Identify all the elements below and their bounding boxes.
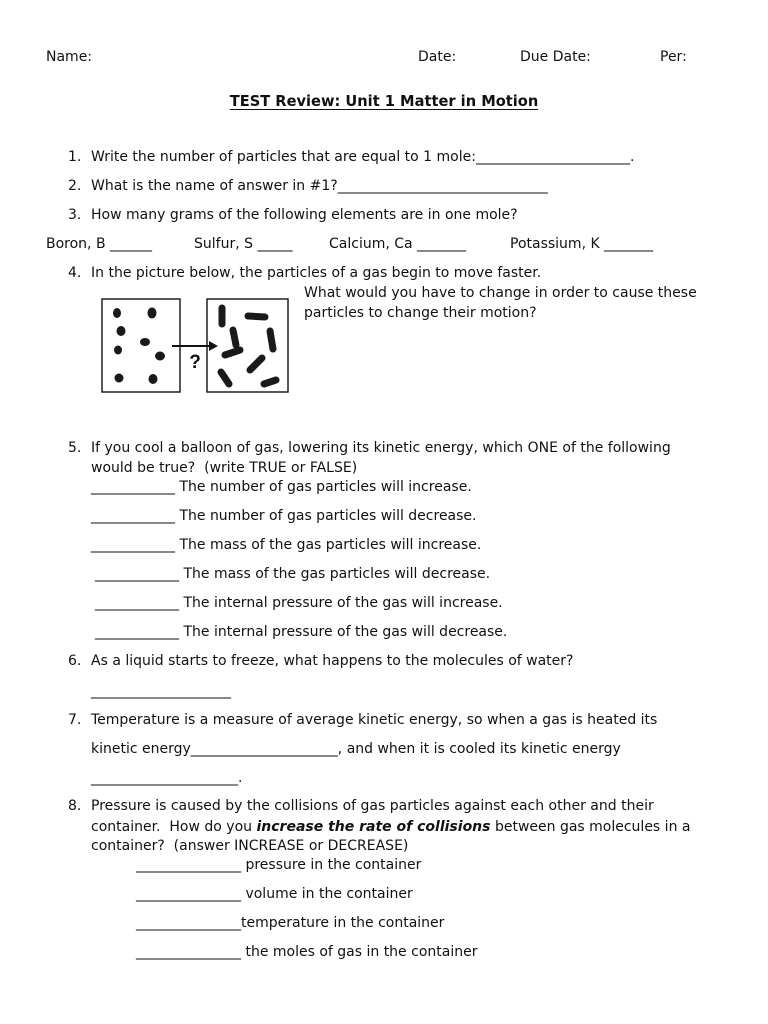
q1-text: Write the number of particles that are equal to 1 mole:______________________.	[91, 149, 635, 165]
q3-element-calcium: Calcium, Ca _______	[329, 236, 467, 252]
name-label: Name:	[46, 49, 93, 65]
q3-number: 3.	[68, 207, 82, 223]
q7-text-line2: kinetic energy_____________________, and when it is cooled its kinetic energy	[91, 741, 621, 757]
q5-option: ____________ The number of gas particles will increase.	[91, 479, 472, 495]
q8-number: 8.	[68, 798, 82, 814]
q5-option: ____________ The mass of the gas particles will increase.	[91, 537, 482, 553]
q8-text-line2-end: between gas molecules in a	[490, 819, 691, 835]
q3-element-sulfur: Sulfur, S _____	[194, 236, 293, 252]
q5-text-line2: would be true? (write TRUE or FALSE)	[91, 460, 358, 476]
q6-text: As a liquid starts to freeze, what happens to the molecules of water?	[91, 653, 574, 669]
q4-number: 4.	[68, 265, 82, 281]
q7-text-line3: _____________________.	[91, 770, 243, 786]
q1-number: 1.	[68, 149, 82, 165]
q5-option: ____________ The mass of the gas particles will decrease.	[95, 566, 491, 582]
q7-text-line1: Temperature is a measure of average kinetic energy, so when a gas is heated its	[91, 712, 658, 728]
q4-side-text-line1: What would you have to change in order to cause these	[304, 285, 697, 301]
q5-text-line1: If you cool a balloon of gas, lowering its kinetic energy, which ONE of the following	[91, 440, 671, 456]
q8-text-line2-start: container. How do you	[91, 819, 257, 835]
q8-text-line1: Pressure is caused by the collisions of gas particles against each other and their	[91, 798, 654, 814]
q8-option: _______________ volume in the container	[136, 886, 413, 902]
q8-text-line2	[91, 818, 690, 836]
q4-text: In the picture below, the particles of a gas begin to move faster.	[91, 265, 542, 281]
fast-particles	[221, 308, 276, 384]
q8-option: _______________temperature in the container	[136, 915, 445, 931]
q7-number: 7.	[68, 712, 82, 728]
q5-number: 5.	[68, 440, 82, 456]
q3-element-potassium: Potassium, K _______	[510, 236, 654, 252]
q2-number: 2.	[68, 178, 82, 194]
period-label: Per:	[660, 49, 687, 65]
q3-element-boron: Boron, B ______	[46, 236, 153, 252]
q2-text: What is the name of answer in #1?______________________________	[91, 178, 548, 194]
date-label: Date:	[418, 49, 457, 65]
arrow-icon	[172, 341, 218, 351]
q3-text: How many grams of the following elements are in one mole?	[91, 207, 518, 223]
q5-option: ____________ The number of gas particles will decrease.	[91, 508, 477, 524]
q5-option: ____________ The internal pressure of the gas will decrease.	[95, 624, 508, 640]
q8-option: _______________ pressure in the container	[136, 857, 422, 873]
due-date-label: Due Date:	[520, 49, 591, 65]
page-title: TEST Review: Unit 1 Matter in Motion	[229, 93, 539, 110]
q6-answer-blank: ____________________	[91, 683, 231, 699]
q4-side-text-line2: particles to change their motion?	[304, 305, 537, 321]
diagram-question-mark: ?	[189, 352, 201, 373]
slow-particles	[113, 308, 165, 385]
q6-number: 6.	[68, 653, 82, 669]
q8-option: _______________ the moles of gas in the container	[136, 944, 478, 960]
q5-option: ____________ The internal pressure of the gas will increase.	[95, 595, 503, 611]
q8-emphasis: increase the rate of collisions	[256, 819, 491, 835]
q8-text-line3: container? (answer INCREASE or DECREASE)	[91, 838, 409, 854]
